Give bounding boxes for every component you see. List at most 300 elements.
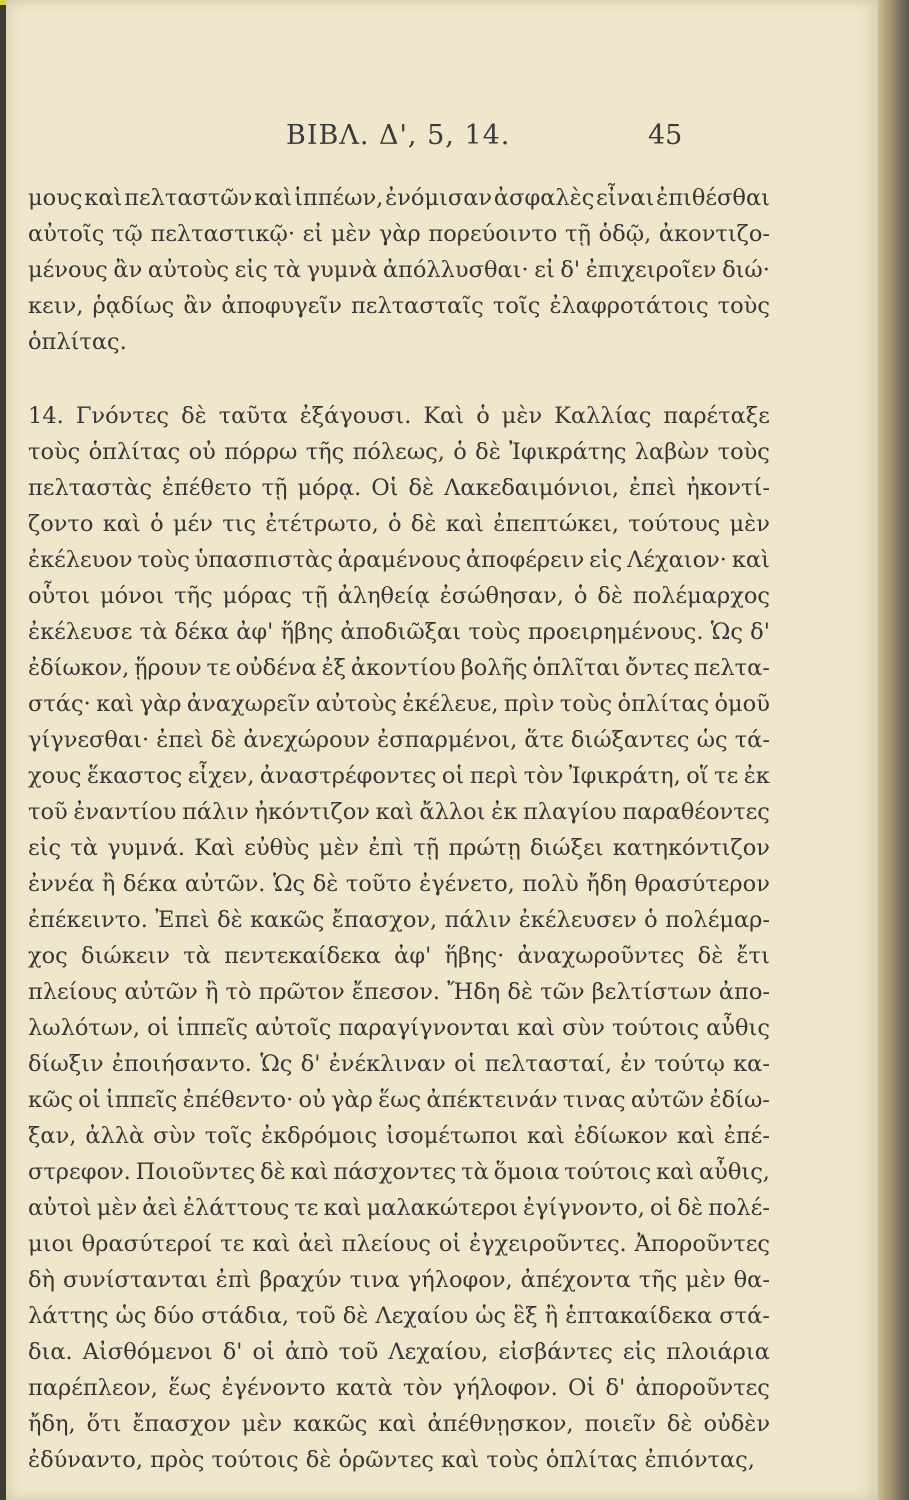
word: δὲ: [666, 1411, 693, 1437]
word: δ': [560, 257, 581, 283]
word: ᾕρουν: [134, 655, 202, 681]
word: ἀκοντίου: [350, 655, 456, 681]
word: ὁ: [573, 583, 588, 609]
word: τὸν: [523, 763, 564, 789]
word: ἀσφαλὲς: [493, 185, 595, 211]
word: ἔτι: [736, 943, 770, 969]
word: ὅμοια: [493, 1159, 560, 1185]
text-line: [28, 434, 770, 470]
word: ἐποιήσαντο.: [111, 1051, 252, 1077]
word: ἐκδρόμοις: [261, 1123, 378, 1149]
word: καὶ: [378, 1411, 417, 1437]
word: θρασύτερον: [634, 871, 770, 897]
word: τοῖς: [492, 293, 541, 319]
word: ἀναστρέφοντες: [259, 763, 437, 789]
word: ἐγένετο,: [419, 871, 515, 897]
word: ἀπὸ: [285, 1339, 329, 1365]
word: δέκα: [174, 619, 229, 645]
word: οὗτοι: [28, 583, 91, 609]
word: ἀπο-: [718, 979, 770, 1005]
body-text: [28, 180, 770, 1478]
word: συνίστανται: [63, 1267, 208, 1293]
word: πάλιν: [444, 907, 512, 933]
word: ὁπλίτας: [88, 439, 181, 465]
text-line: [28, 1046, 770, 1082]
book-page: [6, 0, 878, 1500]
page-stack-edge: [878, 0, 909, 1500]
word: τὰ: [183, 943, 211, 969]
text-line: [28, 722, 770, 758]
text-line: [28, 1082, 770, 1118]
word: μέν: [172, 511, 213, 537]
word: ἐπὶ: [368, 835, 404, 861]
word: δ': [750, 619, 770, 645]
word: Καὶ: [194, 835, 236, 861]
word: ἱππέων,: [294, 185, 384, 211]
word: ἰσομέτωποι: [386, 1123, 518, 1149]
word: καὶ: [375, 799, 414, 825]
word: ἐκέλευε,: [402, 691, 499, 717]
word: ἐνέκλιναν: [328, 1051, 446, 1077]
text-line: [28, 938, 770, 974]
word: σὺν: [562, 1015, 605, 1041]
word: τε: [220, 1231, 245, 1257]
word: ἔπασχον: [132, 1411, 231, 1437]
word: πρώτῃ: [448, 835, 521, 861]
word: περὶ: [469, 763, 519, 789]
word: τοὺς: [28, 439, 81, 465]
word: θα-: [733, 1267, 770, 1293]
word: Ἤδη: [447, 979, 501, 1005]
word: γὰρ: [330, 1087, 373, 1113]
word: ἀφ': [394, 943, 432, 969]
word: Καὶ: [423, 403, 465, 429]
word: πλείους: [28, 979, 118, 1005]
word: ἠκοντί-: [686, 475, 770, 501]
word: ἐτέτρωτο,: [265, 511, 379, 537]
word: πολὺ: [522, 871, 579, 897]
word: ὁ: [150, 511, 164, 537]
text-line: [28, 866, 770, 902]
word: δὲ: [697, 943, 724, 969]
text-line: [28, 252, 770, 288]
word: τοῦ: [338, 1339, 379, 1365]
word: ἀποφέρειν: [465, 547, 585, 573]
word: κειν,: [28, 293, 84, 319]
text-line: [28, 398, 770, 434]
word: Ὡς: [272, 871, 306, 897]
word: πόρρω: [224, 439, 298, 465]
word: τὰ: [461, 1159, 489, 1185]
word: δὲ: [677, 1195, 704, 1221]
word: δὲ: [181, 403, 207, 429]
text-line: [28, 758, 770, 794]
word: γήλοφον.: [452, 1375, 558, 1401]
word: αὐτοὶ: [28, 1195, 92, 1221]
word: χος: [28, 943, 68, 969]
word: μὲν: [729, 511, 770, 537]
word: τὰ: [70, 835, 98, 861]
word: ἕως: [378, 1087, 422, 1113]
word: ἤδη,: [28, 1411, 76, 1437]
word: ἀποροῦντες: [635, 1375, 770, 1401]
word: μαλακώτεροι: [366, 1195, 518, 1221]
word: αὐτῶν: [124, 979, 198, 1005]
word: λωλότων,: [28, 1015, 141, 1041]
word: ἀποδιῶξαι: [340, 619, 462, 645]
word: ἀναχωρεῖν: [186, 691, 311, 717]
word: ἐκέλευον: [28, 547, 133, 573]
word: ἐπέθετο: [161, 475, 252, 501]
word: εἶχεν,: [187, 763, 255, 789]
word: ἀφ': [236, 619, 274, 645]
word: τινας: [562, 1087, 626, 1113]
word: ἀλλὰ: [85, 1123, 145, 1149]
word: δὲ: [507, 979, 534, 1005]
word: καὶ: [254, 185, 293, 211]
word: οὐδένα: [235, 655, 317, 681]
text-line: [28, 1190, 770, 1226]
word: κατηκόντιζον: [612, 835, 770, 861]
word: τούτοις: [564, 1159, 652, 1185]
word: δ': [605, 1375, 626, 1401]
word: ἀναχωροῦντες: [517, 943, 685, 969]
word: μους: [28, 185, 83, 211]
word: τὰ: [273, 257, 302, 283]
paragraph: [28, 180, 770, 360]
text-line: ὁπλίτας.: [28, 329, 127, 355]
word: οἱ: [147, 1015, 170, 1041]
word: ἐνόμισαν: [385, 185, 493, 211]
word: αὐτοὺς: [315, 691, 397, 717]
text-line: [28, 650, 770, 686]
word: ἕως: [168, 1375, 212, 1401]
word: ὁ: [453, 439, 467, 465]
word: καὶ: [96, 691, 135, 717]
word: χους: [28, 763, 82, 789]
word: διώ·: [722, 257, 770, 283]
word: ξαν,: [28, 1123, 77, 1149]
word: Ὡς: [260, 1051, 293, 1077]
word: λαβὼν: [634, 439, 710, 465]
word: κα-: [733, 1051, 770, 1077]
word: βολῆς: [460, 655, 528, 681]
word: κατὰ: [335, 1375, 393, 1401]
word: οὐ: [298, 1087, 326, 1113]
word: τῷ: [111, 221, 143, 247]
word: δὲ: [342, 1303, 369, 1329]
word: τοὺς: [717, 293, 770, 319]
word: ἐκ: [491, 799, 518, 825]
word: ἐδίωκον: [573, 1123, 668, 1149]
word: βραχύν: [259, 1267, 342, 1293]
word: τινα: [349, 1267, 400, 1293]
word: οἱ: [438, 1231, 462, 1257]
word: ἐκέλευσε: [28, 619, 133, 645]
word: δέκα: [122, 871, 178, 897]
word: τῇ: [301, 583, 328, 609]
word: πάλιν: [182, 799, 249, 825]
word: οὐδὲν: [703, 1411, 770, 1437]
word: ἐγένοντο: [221, 1375, 326, 1401]
word: οὐ: [188, 439, 216, 465]
word: Ποιοῦντες: [135, 1159, 256, 1185]
word: ἐπιχειροῖεν: [585, 257, 717, 283]
word: καὶ: [445, 511, 484, 537]
word: ἀκοντιζο-: [658, 221, 770, 247]
page-number: 45: [648, 120, 683, 151]
word: ἢ: [101, 871, 116, 897]
word: τοὺς: [559, 691, 613, 717]
word: δὲ: [210, 727, 237, 753]
word: Λέχαιον·: [627, 547, 727, 573]
word: αὐτοῖς: [28, 221, 105, 247]
word: εἰς: [589, 547, 623, 573]
word: ποιεῖν: [584, 1411, 656, 1437]
word: εἰς: [622, 1339, 656, 1365]
word: αὐτοῖς: [255, 1015, 332, 1041]
word: παραγίγνονται: [338, 1015, 510, 1041]
word: δὲ: [475, 439, 501, 465]
word: μένους: [28, 257, 108, 283]
word: οἱ: [649, 1195, 673, 1221]
text-line: [28, 1298, 770, 1334]
word: τοὺς: [717, 439, 770, 465]
word: μόρας: [222, 583, 292, 609]
word: καὶ: [526, 1123, 565, 1149]
word: αὖθις: [706, 1015, 770, 1041]
word: καὶ: [517, 1015, 556, 1041]
word: ἀπέθνῃσκον,: [427, 1411, 574, 1437]
word: πελταστικῷ·: [150, 221, 295, 247]
word: κακῶς: [293, 1411, 368, 1437]
word: στρεφον.: [28, 1159, 131, 1185]
word: ἂν: [183, 293, 213, 319]
word: τῆς: [305, 439, 345, 465]
word: ἅτε: [524, 727, 564, 753]
word: πελτασταῖς: [351, 293, 484, 319]
word: τά-: [734, 727, 770, 753]
word: Ἐπεὶ: [155, 907, 210, 933]
paragraph-break: [28, 360, 770, 398]
text-line: [28, 902, 770, 938]
word: δὲ: [597, 583, 623, 609]
word: δὴ: [28, 1267, 56, 1293]
word: καὶ: [676, 1123, 715, 1149]
text-line: [28, 830, 770, 866]
text-line: [28, 506, 770, 542]
word: ἐκ: [743, 763, 770, 789]
word: παρέταξε: [663, 403, 770, 429]
word: τούτους: [628, 511, 721, 537]
word: τις: [222, 511, 257, 537]
text-line: [28, 1226, 770, 1262]
word: ἑπτακαίδεκα: [565, 1303, 713, 1329]
word: τούτῳ: [654, 1051, 725, 1077]
word: ἥβης·: [444, 943, 505, 969]
word: ἐλαφροτάτοις: [549, 293, 709, 319]
word: ἂν: [113, 257, 143, 283]
word: καὶ: [731, 547, 770, 573]
word: οἱ: [454, 1051, 477, 1077]
text-line: [28, 1262, 770, 1298]
word: πρὶν: [503, 691, 555, 717]
word: πάσχοντες: [333, 1159, 457, 1185]
word: κακῶς: [250, 907, 325, 933]
word: 14.: [28, 403, 64, 429]
word: τοῦτο: [345, 871, 412, 897]
word: πλείους: [341, 1231, 432, 1257]
word: μὲν: [318, 835, 360, 861]
text-line: [28, 542, 770, 578]
word: μὲν: [685, 1267, 726, 1293]
word: ἀπέκτεινάν: [426, 1087, 558, 1113]
word: γυμνά.: [107, 835, 185, 861]
word: οἱ: [78, 1087, 101, 1113]
word: πλαγίου: [522, 799, 617, 825]
text-line: [28, 1154, 770, 1190]
word: ὑπασπιστὰς: [194, 547, 333, 573]
word: διώξαντες: [570, 727, 690, 753]
word: μὲν: [501, 403, 543, 429]
word: ἐδίωκον,: [28, 655, 130, 681]
word: μὲν: [330, 221, 372, 247]
word: ὄντες: [625, 655, 690, 681]
word: Λεχαίου,: [388, 1339, 489, 1365]
word: Οἱ: [568, 1375, 596, 1401]
word: τοὺς: [468, 619, 521, 645]
word: ἐσπαρμένοι,: [377, 727, 518, 753]
word: παρέπλεον,: [28, 1375, 158, 1401]
word: εἰς: [234, 257, 268, 283]
word: τε: [206, 655, 231, 681]
word: ἔπεσον.: [351, 979, 441, 1005]
word: ἓξ: [513, 1303, 538, 1329]
word: διώκειν: [81, 943, 170, 969]
text-line: [28, 686, 770, 722]
word: ἐννέα: [28, 871, 95, 897]
word: Λεχαίου: [375, 1303, 469, 1329]
word: ἐπεὶ: [156, 727, 204, 753]
word: καὶ: [290, 1159, 329, 1185]
word: ἱππεῖς: [105, 1087, 178, 1113]
word: ἠκόντιζον: [254, 799, 370, 825]
word: ἔπασχον,: [331, 907, 438, 933]
text-line: [28, 974, 770, 1010]
word: βελτίστων: [591, 979, 712, 1005]
text-line: [28, 1334, 770, 1370]
word: ταῦτα: [218, 403, 288, 429]
text-line: [28, 180, 770, 216]
word: ἄλλοι: [419, 799, 486, 825]
word: πεντεκαίδεκα: [224, 943, 381, 969]
word: ἐπεπτώκει,: [493, 511, 619, 537]
word: Αἰσθόμενοι: [82, 1339, 213, 1365]
word: οἱ: [252, 1339, 275, 1365]
word: καὶ: [252, 1231, 291, 1257]
word: τὸν: [402, 1375, 443, 1401]
word: ἐδίω-: [709, 1087, 770, 1113]
word: πολέμαρχος: [632, 583, 770, 609]
word: ῥᾳδίως: [92, 293, 175, 319]
word: ἐλάττους: [182, 1195, 290, 1221]
word: Ἰφικράτη,: [568, 763, 681, 789]
word: πελτασταί,: [484, 1051, 613, 1077]
word: ἢ: [544, 1303, 559, 1329]
word: λάττης: [28, 1303, 109, 1329]
word: δύο: [153, 1303, 195, 1329]
word: τὰ: [139, 619, 168, 645]
text-line: [28, 216, 770, 252]
word: τοῦ: [296, 1303, 336, 1329]
word: ὁ: [388, 511, 402, 537]
word: τούτοις: [611, 1015, 700, 1041]
word: ἐπέ-: [723, 1123, 770, 1149]
word: ἀραμένους: [337, 547, 462, 573]
word: ἢ: [204, 979, 219, 1005]
word: ἐν: [620, 1051, 647, 1077]
word: αὐτοὺς: [147, 257, 230, 283]
word: Ὡς: [710, 619, 743, 645]
word: εἰσβάντες: [498, 1339, 613, 1365]
word: αὐτῶν.: [184, 871, 266, 897]
word: πλοιάρια: [666, 1339, 770, 1365]
word: ἕκαστος: [86, 763, 183, 789]
word: στά-: [719, 1303, 770, 1329]
word: Ἰφικράτης: [509, 439, 627, 465]
word: δίωξιν: [28, 1051, 104, 1077]
word: πρῶτον: [258, 979, 345, 1005]
word: ἀεὶ: [142, 1195, 178, 1221]
word: ὡς: [475, 1303, 507, 1329]
word: ὁπλίτας: [617, 691, 710, 717]
word: ἐσώθησαν,: [439, 583, 564, 609]
word: στάς·: [28, 691, 91, 717]
word: καὶ: [656, 1159, 695, 1185]
text-line: [28, 288, 770, 324]
word: πολέ-: [708, 1195, 770, 1221]
word: καὶ: [102, 511, 141, 537]
text-line: ἐδύναντο, πρὸς τούτοις δὲ ὁρῶντες καὶ τοὺς ὁπλίτας ἐπιόντας,: [28, 1447, 755, 1473]
word: ἐναντίου: [73, 799, 177, 825]
word: ὁ: [476, 403, 490, 429]
word: πολέμαρ-: [665, 907, 770, 933]
word: δ': [300, 1051, 321, 1077]
word: εἰ: [302, 221, 324, 247]
word: ἐπὶ: [215, 1267, 252, 1293]
word: οἱ: [441, 763, 465, 789]
word: ἀπόλλυσθαι·: [382, 257, 529, 283]
word: γυμνὰ: [306, 257, 378, 283]
word: τῆς: [638, 1267, 678, 1293]
word: μόρᾳ.: [297, 475, 362, 501]
word: παραθέοντες: [622, 799, 770, 825]
word: ἐξ: [321, 655, 347, 681]
word: αὐτῶν: [630, 1087, 705, 1113]
word: δια.: [28, 1339, 73, 1365]
word: ὡς: [696, 727, 728, 753]
paragraph: [28, 398, 770, 1478]
word: πελταστῶν: [124, 185, 253, 211]
text-line: [28, 470, 770, 506]
word: ὁ: [644, 907, 658, 933]
word: δ': [222, 1339, 243, 1365]
text-line: [28, 614, 770, 650]
word: ὡς: [115, 1303, 147, 1329]
text-line: [28, 794, 770, 830]
word: τῇ: [565, 221, 591, 247]
word: Ἀποροῦντες: [634, 1231, 770, 1257]
